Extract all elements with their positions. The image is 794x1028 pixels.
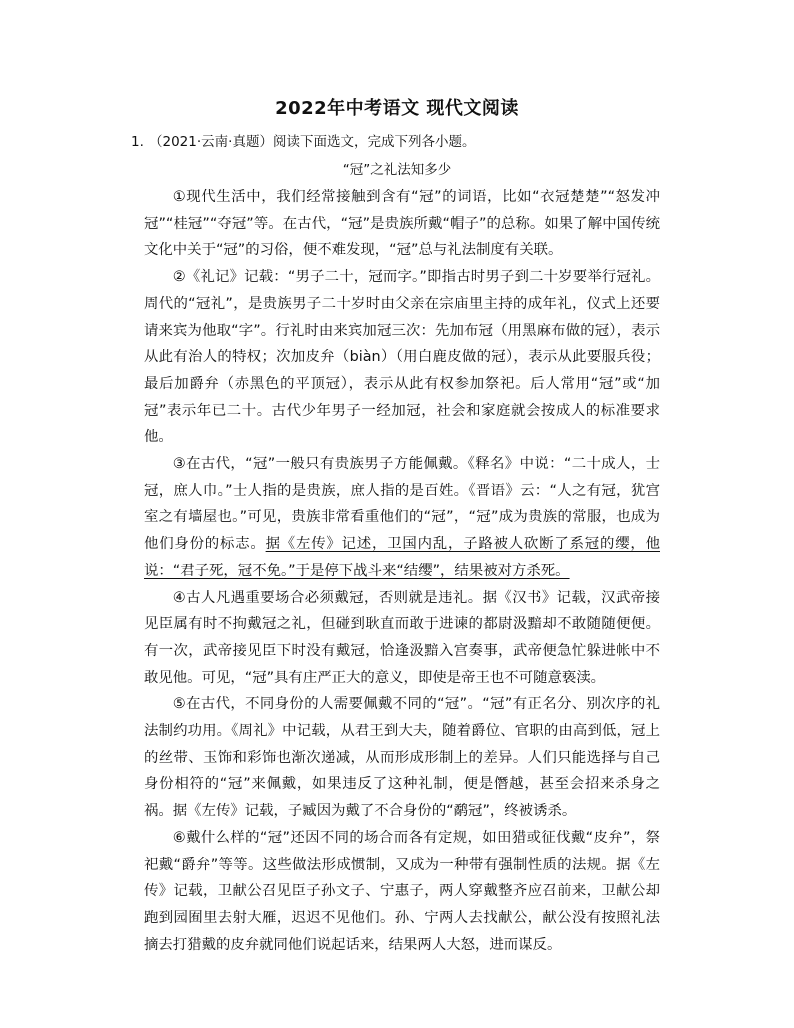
article-title: “冠”之礼法知多少 [342, 162, 452, 178]
paragraph-6: ⑥戴什么样的“冠”还因不同的场合而各有定规，如田猎或征伐戴“皮弁”，祭祀戴“爵弁”等等。这些做法形成惯制，又成为一种带有强制性质的法规。据《左传》记载，卫献公召见臣子孙文子、宁惠子，两人穿戴整齐应召前来，卫献公却跑到园囿里去射大雁，迟迟不见他们。孙、宁两人去找献公，献公没有按照礼法摘去打猎戴的皮弁就同他们说起话来，结果两人大怒，进而谋反。 [144, 829, 660, 953]
question-text: （2021·云南·真题）阅读下面选文，完成下列各小题。 [149, 134, 476, 150]
paragraph-4: ④古人凡遇重要场合必须戴冠，否则就是违礼。据《汉书》记载，汉武帝接见臣属有时不拘戴冠之礼，但碰到耿直而敢于进谏的都尉汲黯却不敢随随便便。有一次，武帝接见臣下时没有戴冠，恰逢汲黯入宫奏事，武帝便急忙躲进帐中不敢见他。可见，“冠”具有庄严正大的意义，即使是帝王也不可随意亵渎。 [144, 589, 660, 686]
page-title: 2022年中考语文 现代文阅读 [275, 98, 519, 119]
paragraph-1: ①现代生活中，我们经常接触到含有“冠”的词语，比如“衣冠楚楚”“怒发冲冠”“桂冠”“夺冠”等。在古代，“冠”是贵族所戴“帽子”的总称。如果了解中国传统文化中关于“冠”的习俗，便不难发现，“冠”总与礼法制度有关联。 [144, 189, 660, 259]
question-number: 1. [131, 134, 144, 150]
question-line [131, 133, 475, 151]
paragraph-3-underlined-text: 据《左传》记述，卫国内乱，子路被人砍断了系冠的缨，他说：“君子死，冠不免。”于是停下战斗来“结缨”，结果被对方杀死。 [144, 536, 660, 579]
paragraph-3-text: ③在古代，“冠”一般只有贵族男子方能佩戴。《释名》中说：“二十成人，士冠，庶人巾。”士人指的是贵族，庶人指的是百姓。《晋语》云：“人之有冠，犹宫室之有墙屋也。”可见，贵族非常看重他们的“冠”，“冠”成为贵族的常服，也成为他们身份的标志。 [144, 456, 660, 553]
paragraph-3 [144, 451, 660, 585]
paragraph-5: ⑤在古代，不同身份的人需要佩戴不同的“冠”。“冠”有正名分、别次序的礼法制约功用。《周礼》中记载，从君王到大夫，随着爵位、官职的由高到低，冠上的丝带、玉饰和彩饰也渐次递减，从而形成形制上的差异。人们只能选择与自己身份相符的“冠”来佩戴，如果违反了这种礼制，便是僭越，甚至会招来杀身之祸。据《左传》记载，子臧因为戴了不合身份的“鹬冠”，终被诱杀。 [144, 696, 660, 820]
article-body [144, 184, 660, 958]
paragraph-2: ②《礼记》记载：“男子二十，冠而字。”即指古时男子到二十岁要举行冠礼。周代的“冠礼”，是贵族男子二十岁时由父亲在宗庙里主持的成年礼，仪式上还要请来宾为他取“字”。行礼时由来宾加冠三次：先加布冠（用黑麻布做的冠），表示从此有治人的特权；次加皮弁（biàn）（用白鹿皮做的冠），表示从此要服兵役；最后加爵弁（赤黑色的平顶冠），表示从此有权参加祭祀。后人常用“冠”或“加冠”表示年已二十。古代少年男子一经加冠，社会和家庭就会按成人的标准要求他。 [144, 269, 660, 446]
